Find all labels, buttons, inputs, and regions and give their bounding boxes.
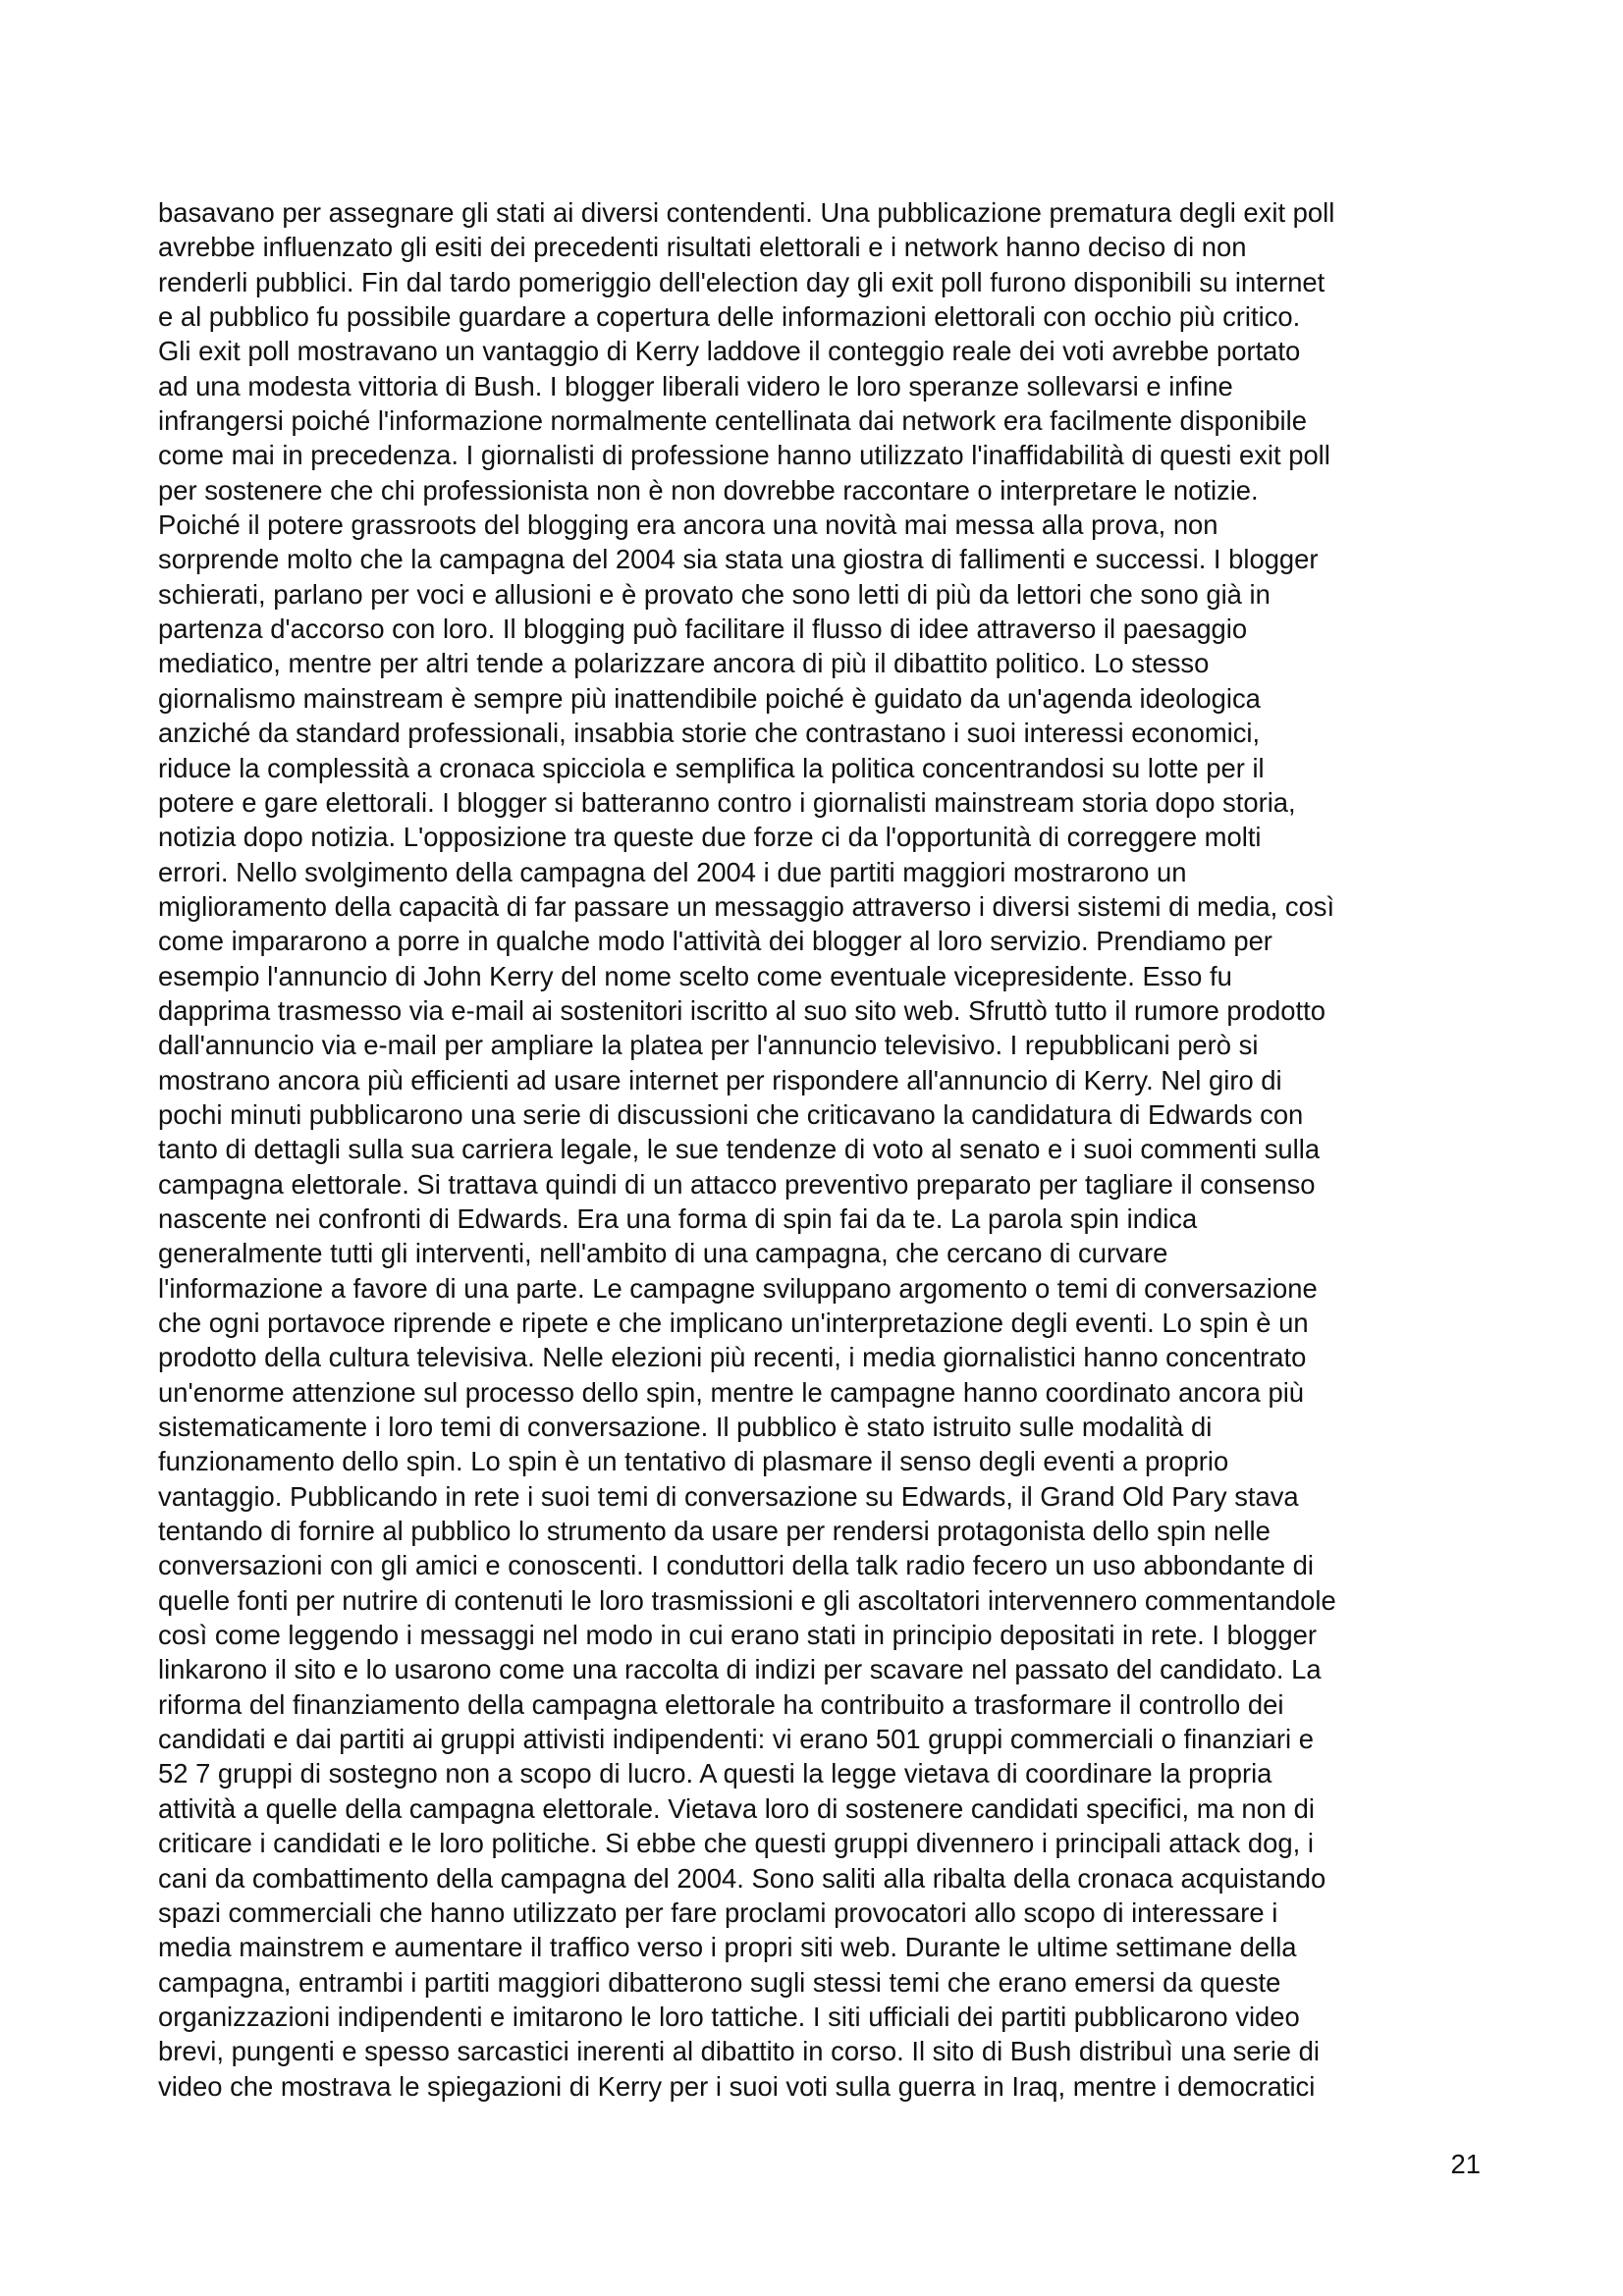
text-line: spazi commerciali che hanno utilizzato per fare proclami provocatori allo scopo di interessare i (158, 1896, 1278, 1928)
text-line: giornalismo mainstream è sempre più inattendibile poiché è guidato da un'agenda ideologica (158, 682, 1261, 714)
text-line: errori. Nello svolgimento della campagna del 2004 i due partiti maggiori mostrarono un (158, 856, 1187, 887)
text-line: generalmente tutti gli interventi, nell'ambito di una campagna, che cercano di curvare (158, 1238, 1168, 1269)
text-line: riforma del finanziamento della campagna elettorale ha contribuito a trasformare il controllo dei (158, 1688, 1284, 1720)
text-line: Poiché il potere grassroots del blogging era ancora una novità mai messa alla prova, non (158, 509, 1218, 541)
text-line: partenza d'accorso con loro. Il blogging può facilitare il flusso di idee attraverso il paesaggio (158, 614, 1248, 645)
text-line: quelle fonti per nutrire di contenuti le loro trasmissioni e gli ascoltatori intervennero commentandole (158, 1584, 1336, 1616)
text-line: nascente nei confronti di Edwards. Era una forma di spin fai da te. La parola spin indica (158, 1202, 1198, 1234)
text-line: tentando di fornire al pubblico lo strumento da usare per rendersi protagonista dello spin nelle (158, 1516, 1271, 1547)
text-line: che ogni portavoce riprende e ripete e che implicano un'interpretazione degli eventi. Lo spin è un (158, 1308, 1309, 1338)
body-paragraph (158, 195, 1493, 2104)
text-line: sorprende molto che la campagna del 2004 sia stata una giostra di fallimenti e successi. I blogger (158, 544, 1319, 575)
text-line: linkarono il sito e lo usarono come una raccolta di indizi per scavare nel passato del candidato. La (158, 1654, 1322, 1685)
text-line: dapprima trasmesso via e-mail ai sostenitori iscritto al suo sito web. Sfruttò tutto il rumore prodotto (158, 994, 1325, 1026)
text-line: Gli exit poll mostravano un vantaggio di Kerry laddove il conteggio reale dei voti avrebbe portato (158, 336, 1301, 367)
text-line: potere e gare elettorali. I blogger si batteranno contro i giornalisti mainstream storia dopo storia, (158, 786, 1296, 818)
text-line: cani da combattimento della campagna del 2004. Sono saliti alla ribalta della cronaca acquistando (158, 1862, 1326, 1894)
text-line: organizzazioni indipendenti e imitarono le loro tattiche. I siti ufficiali dei partiti pubblicarono video (158, 2001, 1300, 2032)
text-line: media mainstrem e aumentare il traffico verso i propri siti web. Durante le ultime settimane della (158, 1932, 1297, 1963)
text-line: campagna elettorale. Si trattava quindi di un attacco preventivo preparato per tagliare il consenso (158, 1168, 1316, 1200)
text-line: l'informazione a favore di una parte. Le campagne sviluppano argomento o temi di conversazione (158, 1272, 1318, 1304)
text-line: prodotto della cultura televisiva. Nelle elezioni più recenti, i media giornalistici hanno concentrato (158, 1342, 1307, 1373)
text-line: 52 7 gruppi di sostegno non a scopo di lucro. A questi la legge vietava di coordinare la propria (158, 1758, 1272, 1789)
text-line: brevi, pungenti e spesso sarcastici inerenti al dibattito in corso. Il sito di Bush distribuì una serie di (158, 2036, 1320, 2067)
page-number: 21 (1450, 2149, 1481, 2179)
text-line: candidati e dai partiti ai gruppi attivisti indipendenti: vi erano 501 gruppi commerciali o finanziari e (158, 1724, 1314, 1755)
text-line: campagna, entrambi i partiti maggiori dibatterono sugli stessi temi che erano emersi da queste (158, 1966, 1281, 1998)
text-line: notizia dopo notizia. L'opposizione tra queste due forze ci da l'opportunità di correggere molti (158, 822, 1262, 853)
text-line: mediatico, mentre per altri tende a polarizzare ancora di più il dibattito politico. Lo stesso (158, 648, 1210, 679)
text-line: mostrano ancora più efficienti ad usare internet per rispondere all'annuncio di Kerry. Nel giro di (158, 1064, 1282, 1095)
text-line: infrangersi poiché l'informazione normalmente centellinata dai network era facilmente disponibile (158, 405, 1307, 437)
text-line: vantaggio. Pubblicando in rete i suoi temi di conversazione su Edwards, il Grand Old Pary stava (158, 1480, 1299, 1512)
text-line: esempio l'annuncio di John Kerry del nome scelto come eventuale vicepresidente. Esso fu (158, 960, 1232, 991)
text-line: tanto di dettagli sulla sua carriera legale, le sue tendenze di voto al senato e i suoi commenti sulla (158, 1134, 1321, 1165)
text-line: conversazioni con gli amici e conoscenti. I conduttori della talk radio fecero un uso abbondante di (158, 1550, 1314, 1581)
text-line: schierati, parlano per voci e allusioni e è provato che sono letti di più da lettori che sono già in (158, 578, 1271, 610)
text-line: pochi minuti pubblicarono una serie di discussioni che criticavano la candidatura di Edwards con (158, 1098, 1304, 1130)
text-line: renderli pubblici. Fin dal tardo pomeriggio dell'election day gli exit poll furono disponibili su internet (158, 266, 1325, 297)
text-line: dall'annuncio via e-mail per ampliare la platea per l'annuncio televisivo. I repubblicani però si (158, 1030, 1259, 1061)
text-line: sistematicamente i loro temi di conversazione. Il pubblico è stato istruito sulle modalità di (158, 1412, 1213, 1443)
text-line: avrebbe influenzato gli esiti dei precedenti risultati elettorali e i network hanno deciso di non (158, 232, 1247, 263)
text-line: criticare i candidati e le loro politiche. Si ebbe che questi gruppi divennero i principali attack dog, i (158, 1828, 1314, 1859)
text-line: anziché da standard professionali, insabbia storie che contrastano i suoi interessi economici, (158, 718, 1261, 749)
text-line: un'enorme attenzione sul processo dello spin, mentre le campagne hanno coordinato ancora più (158, 1376, 1305, 1408)
text-line: così come leggendo i messaggi nel modo in cui erano stati in principio depositati in rete. I blogger (158, 1620, 1317, 1651)
text-line: per sostenere che chi professionista non è non dovrebbe raccontare o interpretare le notizie. (158, 474, 1259, 506)
text-line: ad una modesta vittoria di Bush. I blogger liberali videro le loro speranze sollevarsi e infine (158, 370, 1233, 401)
text-line: e al pubblico fu possibile guardare a copertura delle informazioni elettorali con occhio più critico. (158, 301, 1301, 333)
text-line: come mai in precedenza. I giornalisti di professione hanno utilizzato l'inaffidabilità di questi exit poll (158, 440, 1330, 471)
text-line: video che mostrava le spiegazioni di Kerry per i suoi voti sulla guerra in Iraq, mentre i democratici (158, 2070, 1316, 2102)
text-line: come impararono a porre in qualche modo l'attività dei blogger al loro servizio. Prendiamo per (158, 926, 1272, 957)
text-line: funzionamento dello spin. Lo spin è un tentativo di plasmare il senso degli eventi a proprio (158, 1446, 1229, 1477)
text-line: riduce la complessità a cronaca spicciola e semplifica la politica concentrandosi su lotte per il (158, 752, 1265, 783)
text-line: basavano per assegnare gli stati ai diversi contendenti. Una pubblicazione prematura degli exit poll (158, 197, 1335, 228)
text-line: miglioramento della capacità di far passare un messaggio attraverso i diversi sistemi di media, così (158, 890, 1335, 922)
text-line: attività a quelle della campagna elettorale. Vietava loro di sostenere candidati specifici, ma non di (158, 1792, 1315, 1824)
